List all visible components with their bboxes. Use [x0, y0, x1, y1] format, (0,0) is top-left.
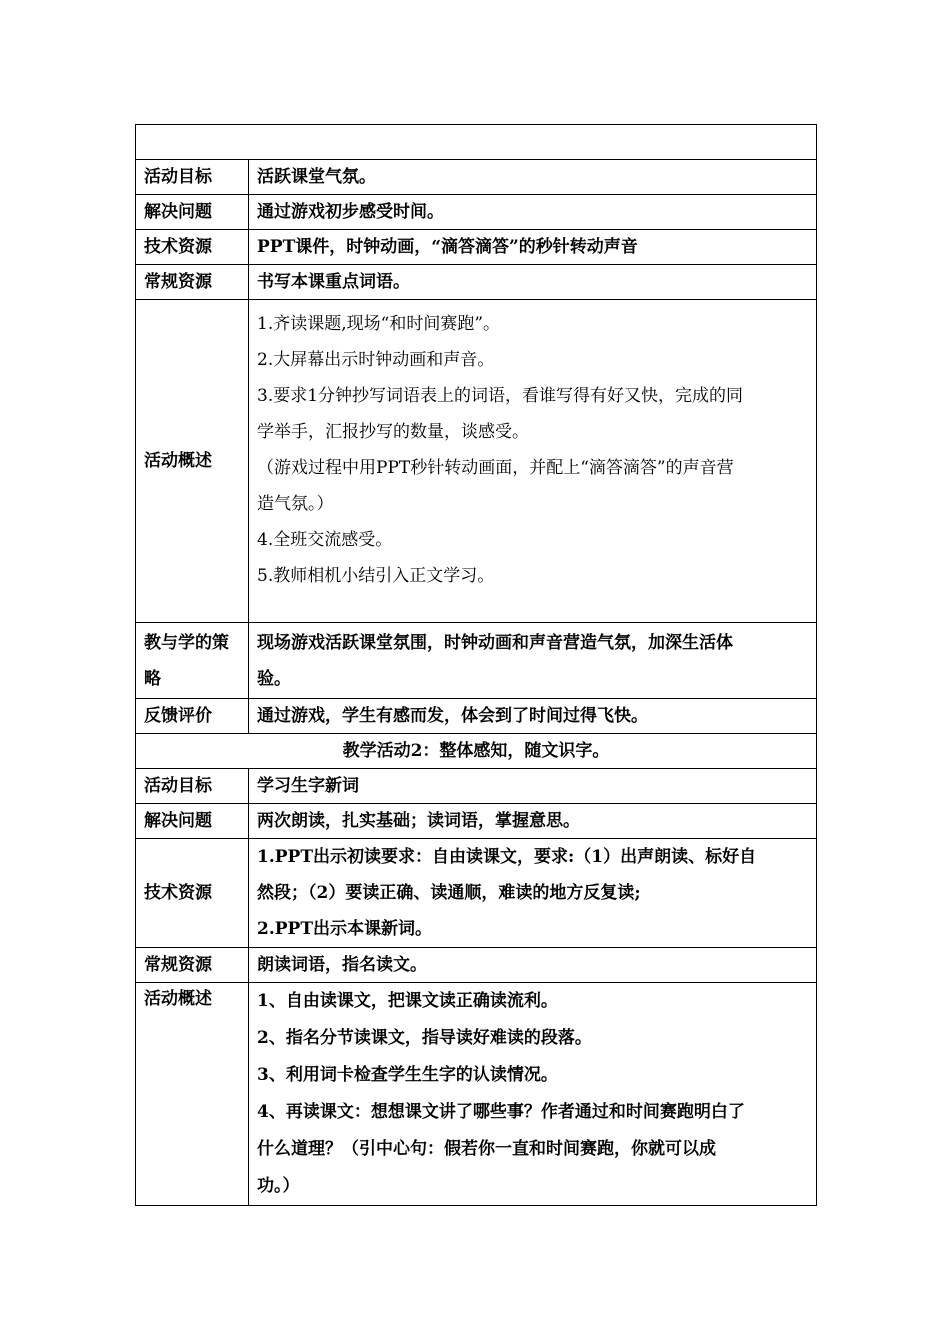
a1-overview-line: （游戏过程中用PPT秒针转动画面，并配上“滴答滴答”的声音营 [257, 458, 734, 478]
a2-overview-line: 4、再读课文：想想课文讲了哪些事？作者通过和时间赛跑明白了 [257, 1102, 745, 1122]
a1-overview-line: 2.大屏幕出示时钟动画和声音。 [257, 350, 495, 370]
a2-problem-value: 两次朗读，扎实基础；读词语，掌握意思。 [249, 804, 817, 839]
a2-title-row [136, 734, 817, 769]
a1-feedback-value: 通过游戏，学生有感而发，体会到了时间过得飞快。 [249, 699, 817, 734]
a1-regular-value: 书写本课重点词语。 [249, 265, 817, 300]
a1-strategy-label-line: 教与学的策 [144, 632, 229, 653]
a2-tech-row [136, 839, 817, 948]
a2-problem-label: 解决问题 [136, 804, 249, 839]
a2-tech-value [249, 839, 817, 948]
a1-goal-row [136, 160, 817, 195]
a1-goal-value: 活跃课堂气氛。 [249, 160, 817, 195]
a1-tech-label: 技术资源 [136, 230, 249, 265]
a1-overview-line: 1.齐读课题,现场“和时间赛跑”。 [257, 314, 501, 334]
empty-header-row [136, 125, 817, 160]
a1-problem-row [136, 195, 817, 230]
a2-tech-label: 技术资源 [136, 839, 249, 948]
a1-feedback-label: 反馈评价 [136, 699, 249, 734]
a1-overview-line: 5.教师相机小结引入正文学习。 [257, 566, 495, 586]
a1-strategy-label [136, 623, 249, 699]
a1-overview-label: 活动概述 [136, 300, 249, 623]
a2-tech-line: 2.PPT出示本课新词。 [257, 919, 432, 939]
a1-strategy-label-line: 略 [144, 668, 161, 689]
a2-tech-line: 然段；（2）要读正确、读通顺，难读的地方反复读; [257, 883, 641, 903]
a2-tech-line: 1.PPT出示初读要求：自由读课文，要求:（1）出声朗读、标好自 [257, 847, 757, 867]
a2-regular-value: 朗读词语，指名读文。 [249, 948, 817, 983]
a1-overview-row [136, 300, 817, 623]
a2-title: 教学活动2：整体感知，随文识字。 [136, 734, 817, 769]
a2-overview-row [136, 983, 817, 1206]
a2-overview-line: 2、指名分节读课文，指导读好难读的段落。 [257, 1028, 592, 1048]
a2-overview-line: 功。） [257, 1176, 300, 1196]
a1-overview-line: 3.要求1分钟抄写词语表上的词语，看谁写得有好又快，完成的同 [257, 386, 744, 406]
a2-goal-row [136, 769, 817, 804]
a1-strategy-row [136, 623, 817, 699]
a1-strategy-line: 验。 [257, 668, 291, 689]
a2-regular-row [136, 948, 817, 983]
lesson-plan-table [135, 124, 817, 1206]
a1-goal-label: 活动目标 [136, 160, 249, 195]
a1-strategy-value [249, 623, 817, 699]
a2-regular-label: 常规资源 [136, 948, 249, 983]
a1-overview-content [249, 300, 817, 623]
a2-problem-row [136, 804, 817, 839]
a1-problem-label: 解决问题 [136, 195, 249, 230]
a2-overview-content [249, 983, 817, 1206]
a1-overview-line: 学举手，汇报抄写的数量，谈感受。 [257, 422, 529, 442]
a1-overview-line: 造气氛。） [257, 494, 334, 514]
a2-overview-line: 1、自由读课文，把课文读正确读流利。 [257, 991, 558, 1011]
a2-overview-line: 什么道理？（引中心句：假若你一直和时间赛跑，你就可以成 [257, 1139, 716, 1159]
a1-strategy-line: 现场游戏活跃课堂氛围，时钟动画和声音营造气氛，加深生活体 [257, 632, 733, 653]
a1-feedback-row [136, 699, 817, 734]
a1-overview-line: 4.全班交流感受。 [257, 530, 393, 550]
a1-regular-row [136, 265, 817, 300]
a1-regular-label: 常规资源 [136, 265, 249, 300]
a2-overview-label: 活动概述 [136, 983, 249, 1206]
empty-header-cell [136, 125, 817, 160]
a1-tech-value: PPT课件，时钟动画，“滴答滴答”的秒针转动声音 [249, 230, 817, 265]
a1-problem-value: 通过游戏初步感受时间。 [249, 195, 817, 230]
a2-goal-value: 学习生字新词 [249, 769, 817, 804]
a2-goal-label: 活动目标 [136, 769, 249, 804]
a1-tech-row [136, 230, 817, 265]
a2-overview-line: 3、利用词卡检查学生生字的认读情况。 [257, 1065, 558, 1085]
